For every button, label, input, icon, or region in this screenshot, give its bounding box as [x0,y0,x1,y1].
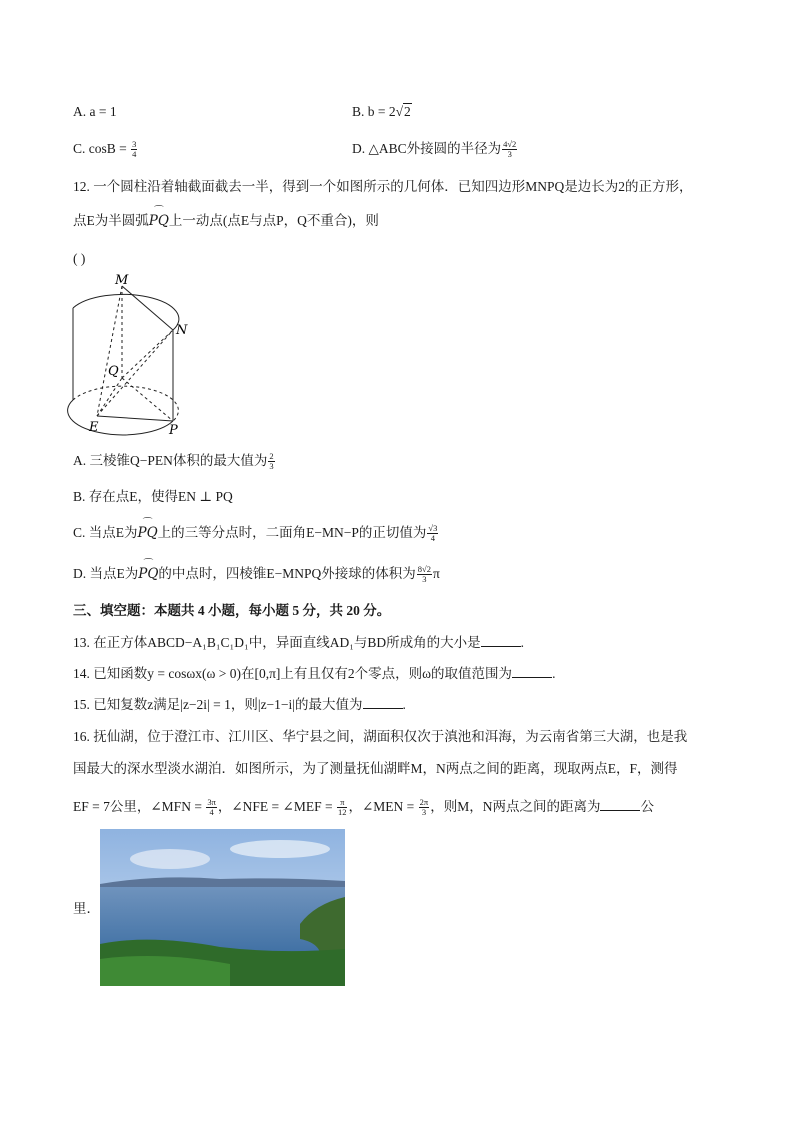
q16-line4: 里． [73,901,100,916]
q11-option-b: B. b = 2√2 [352,104,411,119]
q13: 13. 在正方体ABCD−A₁B₁C₁D₁中，异面直线AD₁与BD所成角的大小是 . [73,635,525,650]
label-q: Q [108,364,119,379]
q12-option-d: D. 当点E为⌒ PQ的中点时，四棱锥E−MNPQ外接球的体积为 $\frac{8√2}{3}$ π [73,565,440,584]
q14: 14. 已知函数y = cosωx(ω > 0)在[0,π]上有且仅有2个零点，则ω的取值范围为 . [73,666,556,681]
label-m: M [115,273,129,288]
label-n: N [176,323,188,338]
answer-blank[interactable] [600,798,640,811]
q12-option-c: C. 当点E为⌒ PQ上的三等分点时，二面角E−MN−P的正切值为 $\frac{√3}{4}$ [73,524,439,543]
q16-line1: 16. 抚仙湖，位于澄江市、江川区、华宁县之间，湖面积仅次于滇池和洱海，为云南省第三大湖，也是我 [73,729,688,744]
q12-option-b: B. 存在点E，使得EN ⊥ PQ [73,489,233,504]
q15: 15. 已知复数z满足|z−2i| = 1，则|z−1−i|的最大值为 . [73,697,406,712]
lake-photo [100,829,345,986]
half-cylinder-figure [60,268,200,440]
section-title: 三、填空题：本题共 4 小题，每小题 5 分，共 20 分。 [73,603,391,618]
q11-option-d: D. △ABC外接圆的半径为 $\frac{4√2}{3}$ [352,139,517,160]
label-p: P [169,423,178,438]
answer-blank[interactable] [481,634,521,647]
answer-blank[interactable] [512,665,552,678]
q12-option-a: A. 三棱锥Q−PEN体积的最大值为 $\frac{2}{3}$ [73,451,274,472]
q11-option-c: C. cosB = $\frac{3}{4}$ [73,139,137,160]
q16-line3: EF = 7公里，∠MFN = $\frac{3\pi}{4}$ ，∠NFE = ∠MEF = $\frac{\pi}{12}$ ，∠MEN = $\frac{2\pi}{3}$ ，则M，N两点之间的距离为 公 [73,797,654,818]
q16-line2: 国最大的深水型淡水湖泊．如图所示，为了测量抚仙湖畔M，N两点之间的距离，现取两点E，F，测得 [73,761,678,776]
answer-blank[interactable] [363,696,403,709]
q12-stem-line1: 12. 一个圆柱沿着轴截面截去一半，得到一个如图所示的几何体．已知四边形MNPQ是边长为2的正方形， [73,179,693,194]
label-e: E [89,420,99,435]
q12-answer-paren: ( ) [73,251,86,266]
q12-stem-line2: 点E为半圆弧⌒ PQ上一动点(点E与点P，Q不重合)，则 [73,212,379,230]
q11-option-a: A. a = 1 [73,104,117,119]
